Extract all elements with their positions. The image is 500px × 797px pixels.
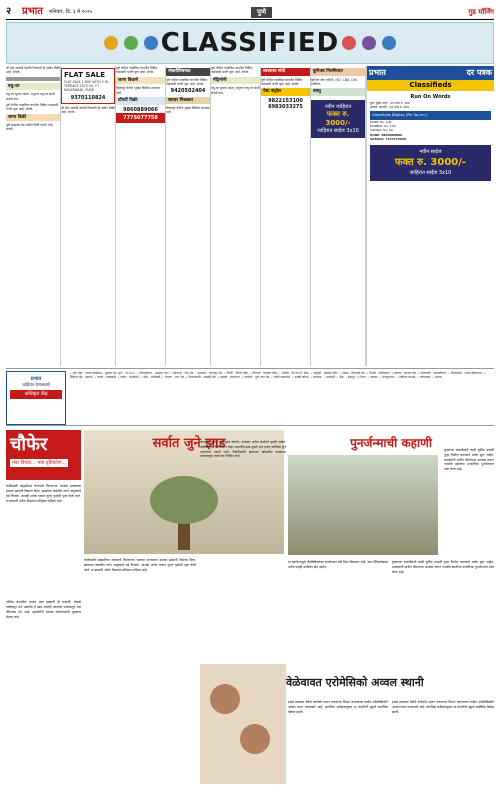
phone-icon xyxy=(382,36,396,50)
food-item-2 xyxy=(240,724,270,754)
col5-text: पुणे येथील नामांकित कंपनीत विविध पदांसाठी भरती सुरू आहे. संपर्क. xyxy=(211,66,253,75)
run-on-words: Run On Words xyxy=(410,93,451,100)
badge-logo: प्रभात xyxy=(30,376,42,382)
rate-card-logo: प्रभात xyxy=(369,68,386,77)
food-item-1 xyxy=(210,684,240,714)
col2-extra: श्री क्षेत्र आळंदी देवाचि ठिकाणी ही जमीन विक्री आहे. संपर्क. xyxy=(61,105,115,115)
briefcase-icon xyxy=(362,36,376,50)
courier-text: कुरिअर बॉय पाहिजे. MD, CNB. DHL हजेरीवर. xyxy=(311,77,359,86)
classified-col-5 xyxy=(211,66,261,366)
matrimony-heading: मॅट्रिमोनी xyxy=(211,77,260,85)
pest-phone: 9822153100 xyxy=(268,97,303,104)
chauffer-title: चौफेर xyxy=(10,434,48,455)
old-tree-illustration xyxy=(144,470,224,550)
vadhu-text: वधु-वर सूचक मंडळ, अनुरूप वधु-वर साठी संपर्क करा. xyxy=(6,92,55,101)
classified-banner xyxy=(6,22,494,64)
car-icon xyxy=(124,36,138,50)
sthavar-text: शिक्रापूर येथील भूखंड विक्रीस उपलब्ध आहे. xyxy=(166,106,210,115)
courier-heading: कुरिअर नियमितता xyxy=(311,68,365,76)
ad-price: फक्त रु. 3000/- xyxy=(325,110,351,127)
city-label: पुणे xyxy=(251,7,272,18)
ad-size: जाहिरात साईज 3x10 xyxy=(317,127,359,134)
jaga-vikri-heading: जागा विक्री xyxy=(6,114,60,122)
tel-box xyxy=(116,113,165,123)
flat-sale-label: FLAT SALE xyxy=(64,71,106,79)
vadhu-heading: वधु-वर xyxy=(6,83,60,91)
classified-grid xyxy=(6,66,494,366)
velev-heading-box xyxy=(286,672,494,694)
flat-sale-text: FLAT SALE 1 BHK WITH 2 W. TERRACE 1675 SQ. FT. KASARWADI, PUNE. xyxy=(64,79,109,93)
rate-1: पुणे, मुंबई, ठाणे : 25 शब्द रु. 300 xyxy=(370,100,411,105)
properties-phone: 9860889066 xyxy=(123,106,158,113)
naukri-heading: नोकरीविषयक xyxy=(166,68,210,76)
vastu-heading: वास्तु xyxy=(311,88,365,96)
right-col-1: कुत्र्यांच्या प्रजातीमध्ये काही दुर्मीळ प्रजाती पुन्हा निर्माण करण्याचे प्रयोग सुरू आहेत. शास्त्रज्ञांनी प्राचीन डीएनएचा अभ्यास करून नामशेष झालेल्या प्रजातींच्या पुनर्जन्माचा दावा केला आहे. xyxy=(444,448,494,472)
jaga-vikri-text: पुणे सासवड रोड जमीन विक्री करणे आहे. संपर्क. xyxy=(6,123,54,132)
right-col-3: कुत्र्यांच्या प्रजातीमध्ये काही दुर्मीळ प्रजाती पुन्हा निर्माण करण्याचे प्रयोग सुरू आहेत. शास्त्रज्ञांनी प्राचीन डीएनएचा अभ्यास करून नामशेष झालेल्या प्रजातींच्या पुनर्जन्माचा दावा केला आहे. xyxy=(392,560,494,574)
ad-centres-badge xyxy=(6,371,66,425)
handshake-icon xyxy=(144,36,158,50)
prabhat-rate-card xyxy=(366,66,494,366)
classified-col-1 xyxy=(6,66,61,366)
size-big: जाहिरात साईज 3x10 xyxy=(409,169,452,176)
right-col-2: या संशोधनामुळे जैवविविधतेच्या संवर्धनाला नवी दिशा मिळणार आहे. मात्र नैतिकतेबाबत अनेक प्रश्नही उपस्थित होत आहेत. xyxy=(288,560,388,569)
contact-2: SATARA: 7767272999 xyxy=(370,136,407,141)
new-size-box xyxy=(370,145,491,181)
left-col-2: पश्चिम घाटातील अशाच एका झाडाची ही कहाणी. शेकडो वर्षांपासून उभे असलेले हे झाड आजही आपल्या फांद्यांमधून नवा जीवनरस देत आहे. वृक्षप्रेमींनी त्याच्या संवर्धनासाठी पुढाकार घेतला आहे. xyxy=(6,600,81,619)
classified-title: CLASSIFIED xyxy=(160,27,340,58)
new-size-ad xyxy=(311,100,365,138)
naukri-phone: 9420502404 xyxy=(170,88,206,95)
classified-col-4 xyxy=(166,66,211,366)
bottom-image xyxy=(200,664,286,784)
jaga-text: शिक्रापूर येथील भूखंड विक्रीस उपलब्ध आहे. xyxy=(116,86,160,95)
page-header xyxy=(6,6,494,20)
rate-mumbai: MUMBAI: Rs. 150 xyxy=(370,124,396,129)
ad-centres-strip xyxy=(6,368,494,426)
issue-date: शनिवार, दि. ३ मे २०२५ xyxy=(49,9,93,16)
ad-centres-list: • पुणे शहर : प्रभात कार्यालय - बुधवार पेठ, पुणे - ४११००२. • शिवाजीनगर : सहकार नगर. • कोथरुड : पौड रोड. • हडपसर : सोलापूर रोड. • पिंपरी : पिंपरी चौक. • चिंचवड : चापेकर चौक. • भोसरी : पी.एम.टी. चौक. • आकुर्डी : खंडोबा मंदिर. • वाकड : हिंजवडी रोड. • निगडी : प्राधिकरण. • कात्रज : सातारा रोड. • धनकवडी : बालाजीनगर. • बिबवेवाडी : अप्पर इंदिरानगर. • सिंहगड रोड : वडगाव. • वारजे : माळवाडी. • बाणेर : बालेवाडी. • औंध : सानेवाडी. • येरवडा : नगर रोड. • विश्रांतवाडी : आळंदी रोड. • खराडी : चंदननगर. • वाघोली : पुणे नगर रोड. • लोणी काळभोर. • उरुळी कांचन. • सासवड. • बारामती. • दौंड. • इंदापूर. • शिरूर. • चाकण. • राजगुरुनगर. • तळेगाव दाभाडे. • लोणावळा. • मावळ. xyxy=(70,371,486,380)
velev-col-1: हवाई प्रवासात वेळेचे काटेकोर पालन करणाऱ्या विमान कंपन्यांच्या यादीत एरोमेक्सिकोने अव्वल स्थान पटकावले आहे. जागतिक सर्वेक्षणानुसार या कंपनीची उड्डाणे सर्वाधिक वेळेवर झाली. xyxy=(288,700,388,714)
rate-card-subtitle: Classifieds xyxy=(367,80,494,91)
matrimony-text: वधु-वर सूचक मंडळ, अनुरूप वधु-वर साठी संपर्क करा. xyxy=(211,86,260,95)
vadhu-text-2: पुणे येथील नामांकित कंपनीत विविध पदांसाठी भरती सुरू आहे. संपर्क. xyxy=(6,102,59,112)
punarjanm-title: पुनर्जन्माची कहाणी xyxy=(350,436,432,450)
rate-pune: PUNE: Rs. 100 xyxy=(370,120,392,125)
classified-col-6 xyxy=(261,66,311,366)
contact-1: PUNE: 8805889890 xyxy=(370,132,403,137)
sarvat-body: कधीकाळी सह्याद्रीच्या रांगांमध्ये फिरणाऱ्या भटक्या माणसाला इथल्या झाडांनी विसावा दिला. झाडांच्या सावलीत त्याने आयुष्याचे धडे गिरवले. आजही अनेक गावांत जुन्या वृक्षांची पूजा केली जाते. या झाडांनी अनेक पिढ्यांचा इतिहास पाहिला आहे. xyxy=(84,558,196,572)
col1-intro: श्री क्षेत्र आळंदी देवाचि ठिकाणी ही जमीन विक्री आहे. संपर्क. xyxy=(6,66,60,75)
col3-text: पुणे येथील नामांकित कंपनीत विविध पदांसाठी भरती सुरू आहे. संपर्क. xyxy=(116,66,158,75)
sthavar-heading: स्थावर मिळकत xyxy=(166,97,210,105)
display-label: Classifieds Display (Per Sq.cm.) xyxy=(370,111,491,120)
navin-label: नवीन साईज xyxy=(419,148,442,155)
sarvat-title: सर्वात जुने झाड xyxy=(152,436,226,451)
badge-line1: जाहिरात देण्यासाठी xyxy=(22,382,50,388)
price-big: फक्त रु. 3000/- xyxy=(394,156,467,168)
chauffer-section-badge xyxy=(6,430,81,480)
flat-sale-phone: 9370110824 xyxy=(70,94,106,101)
pest-phone-2: 8983033275 xyxy=(268,104,303,111)
middle-article: जगातील सर्वात जुने झाड कोणते, याबाबत अनेक संशोधने झाली आहेत. अमेरिकेतील ब्रिसलकोन पाइन प्रजातीचे झाड सुमारे पाच हजार वर्षांपेक्षा जुने असल्याचे मानले जाते. वैज्ञानिकांनी झाडाच्या खोडातील वलयांच्या अभ्यासातून त्याचे वय निश्चित केले. xyxy=(200,440,286,459)
naukri-text: पुणे येथील नामांकित कंपनीत विविध पदांसाठी भरती सुरू आहे. संपर्क. xyxy=(166,77,208,86)
masthead-logo: प्रभात xyxy=(22,6,44,18)
rate-satara: SATARA: Rs. 60 xyxy=(370,128,393,133)
tel-number: 7775077758 xyxy=(123,114,158,121)
velev-title: वेळेवावत एरोमेसिको अव्वल स्थानी xyxy=(286,676,424,690)
rate-2: सातारा, सांगली : 25 शब्द रु. 200 xyxy=(370,104,410,109)
page-number: २ xyxy=(6,6,12,18)
velev-col-2: हवाई प्रवासात वेळेचे काटेकोर पालन करणाऱ्या विमान कंपन्यांच्या यादीत एरोमेक्सिकोने अव्वल स्थान पटकावले आहे. जागतिक सर्वेक्षणानुसार या कंपनीची उड्डाणे सर्वाधिक वेळेवर झाली. xyxy=(392,700,494,714)
properties-heading: प्रॉपर्टी विक्री xyxy=(116,97,165,105)
ad-tagline: नवीन जाहिरात xyxy=(324,103,352,110)
pest-heading: पेस्ट कंट्रोल xyxy=(261,88,310,96)
badge-line2: अधिकृत केंद्र xyxy=(10,390,62,398)
house-icon xyxy=(104,36,118,50)
wolf-photo xyxy=(288,455,438,555)
classified-col-7 xyxy=(311,66,366,366)
rate-card-label: दर पत्रक xyxy=(466,68,492,77)
left-col-1: कधीकाळी सह्याद्रीच्या रांगांमध्ये फिरणाऱ्या भटक्या माणसाला इथल्या झाडांनी विसावा दिला. झाडांच्या सावलीत त्याने आयुष्याचे धडे गिरवले. आजही अनेक गावांत जुन्या वृक्षांची पूजा केली जाते. या झाडांनी अनेक पिढ्यांचा इतिहास पाहिला आहे. xyxy=(6,484,81,503)
vyavasay-text: पुणे येथील नामांकित कंपनीत विविध पदांसाठी भरती सुरू आहे. संपर्क. xyxy=(261,77,303,86)
edition-label: गुड मॉर्निंग xyxy=(468,8,494,16)
classified-col-3 xyxy=(116,66,166,366)
chauffer-tag: नवा विचार... नवा दृष्टिकोण... xyxy=(12,459,67,466)
classified-col-2 xyxy=(61,66,116,366)
vyavasay-heading: व्यवसाय संधी xyxy=(261,68,310,76)
jaga-heading: जागा विकणे xyxy=(116,77,165,85)
heart-icon xyxy=(342,36,356,50)
